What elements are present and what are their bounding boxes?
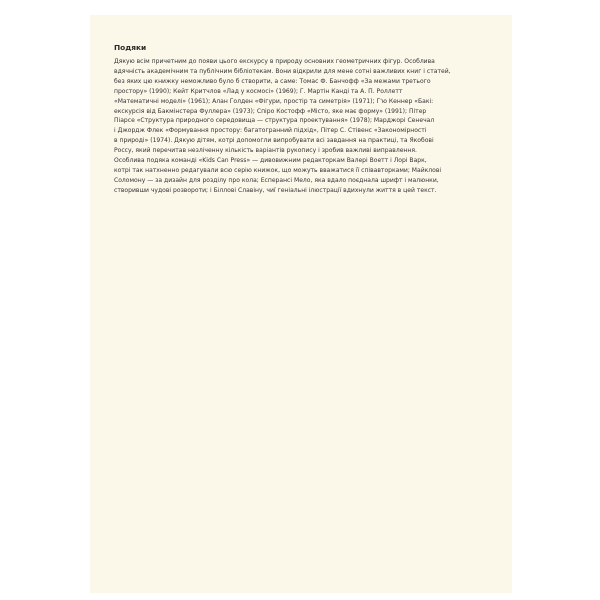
book-page xyxy=(90,15,512,593)
acknowledgements-text: Дякую всім причетним до появи цього екскурсу в природу основних геометричних фігур. Особлива вдячність академічним та публічним бібліотекам. Вони відкрили для мене сотні важливих книг і статей, без яких цю книжку неможливо було б створити, а саме: Томас Ф. Банчофф «За межами третього простору» (1990); Кейт Критчлов «Лад у космосі» (1969); Г. Мартін Канді та А. П. Роллетт «Математичні моделі» (1961); Алан Голден «Фігури, простір та симетрія» (1971); Г'ю Кеннер «Бакі: екскурсія від Бакмінстера Фуллера» (1973); Спіро Костофф «Місто, яке має форму» (1991); Пітер Піарсе «Структура природного середовища — структура проектування» (1978); Марджорі Сенечал і Джордж Флек «Формування простору: багатогранний підхід», Пітер С. Стівенс «Закономірності в природі» (1974). Дякую дітям, котрі допомогли випробувати всі завдання на практиці, та Якобові Россу, який перечитав незліченну кількість варіантів рукопису і зробив важливі виправлення. Особлива подяка команді «Kids Can Press» — дивовижним редакторкам Валері Воетт і Лорі Варк, котрі так натхненно редагували всю серію книжок, що можуть вважатися її співавторками; Майклові Соломону — за дизайн для розділу про кола; Есперансі Мело, яка вдало поєднала шрифт і малюнки, створивши чудові розвороти; і Біллові Славіну, чиї геніальні ілюстрації вдихнули життя в цей текст. xyxy=(114,58,451,194)
section-title: Подяки xyxy=(114,43,147,52)
acknowledgements-section xyxy=(114,43,494,196)
